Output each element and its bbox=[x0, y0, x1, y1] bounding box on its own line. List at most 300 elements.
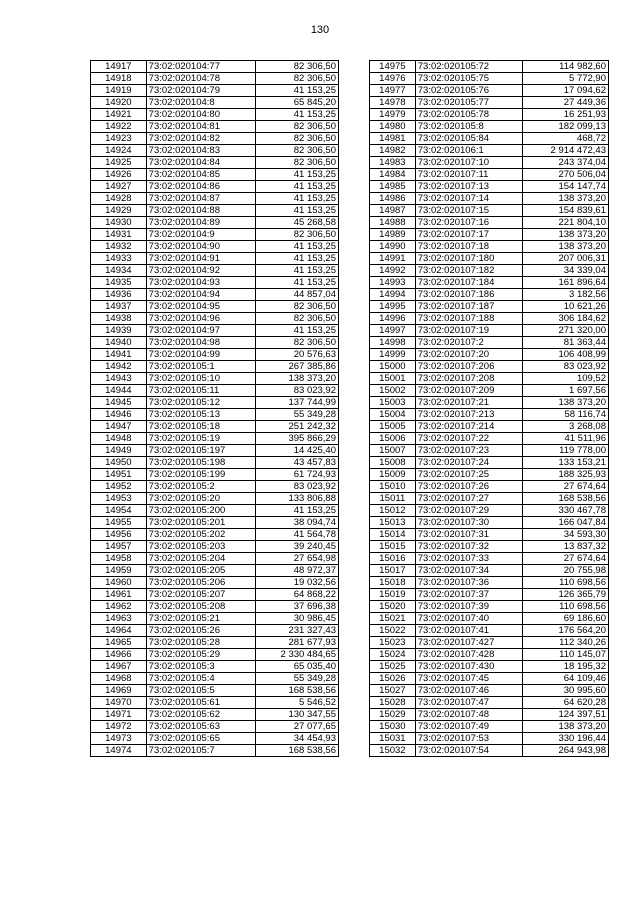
value-cell: 34 339,04 bbox=[523, 265, 609, 277]
row-number-cell: 15025 bbox=[370, 661, 416, 673]
row-number-cell: 14970 bbox=[91, 697, 147, 709]
row-number-cell: 14967 bbox=[91, 661, 147, 673]
row-number-cell: 14988 bbox=[370, 217, 416, 229]
table-row bbox=[91, 121, 339, 133]
value-cell: 55 349,28 bbox=[256, 673, 339, 685]
cadastral-number-cell: 73:02:020105:72 bbox=[415, 61, 523, 73]
row-number-cell: 14942 bbox=[91, 361, 147, 373]
cadastral-number-cell: 73:02:020107:45 bbox=[415, 673, 523, 685]
cadastral-number-cell: 73:02:020104:9 bbox=[146, 229, 256, 241]
cadastral-number-cell: 73:02:020107:53 bbox=[415, 733, 523, 745]
table-row bbox=[91, 697, 339, 709]
cadastral-number-cell: 73:02:020107:188 bbox=[415, 313, 523, 325]
value-cell: 109,52 bbox=[523, 373, 609, 385]
cadastral-number-cell: 73:02:020105:18 bbox=[146, 421, 256, 433]
row-number-cell: 14925 bbox=[91, 157, 147, 169]
cadastral-number-cell: 73:02:020104:98 bbox=[146, 337, 256, 349]
row-number-cell: 15016 bbox=[370, 553, 416, 565]
cadastral-number-cell: 73:02:020105:29 bbox=[146, 649, 256, 661]
cadastral-number-cell: 73:02:020105:63 bbox=[146, 721, 256, 733]
table-row bbox=[370, 433, 609, 445]
table-row bbox=[91, 517, 339, 529]
row-number-cell: 14965 bbox=[91, 637, 147, 649]
value-cell: 65 845,20 bbox=[256, 97, 339, 109]
value-cell: 119 778,00 bbox=[523, 445, 609, 457]
value-cell: 41 153,25 bbox=[256, 277, 339, 289]
row-number-cell: 14987 bbox=[370, 205, 416, 217]
value-cell: 133 153,21 bbox=[523, 457, 609, 469]
value-cell: 16 251,93 bbox=[523, 109, 609, 121]
row-number-cell: 15023 bbox=[370, 637, 416, 649]
table-row bbox=[91, 565, 339, 577]
cadastral-number-cell: 73:02:020105:201 bbox=[146, 517, 256, 529]
cadastral-number-cell: 73:02:020105:4 bbox=[146, 673, 256, 685]
cadastral-number-cell: 73:02:020107:208 bbox=[415, 373, 523, 385]
row-number-cell: 14948 bbox=[91, 433, 147, 445]
cadastral-number-cell: 73:02:020104:90 bbox=[146, 241, 256, 253]
row-number-cell: 15011 bbox=[370, 493, 416, 505]
table-row bbox=[370, 457, 609, 469]
cadastral-number-cell: 73:02:020107:184 bbox=[415, 277, 523, 289]
value-cell: 207 006,31 bbox=[523, 253, 609, 265]
cadastral-number-cell: 73:02:020104:89 bbox=[146, 217, 256, 229]
table-row bbox=[370, 73, 609, 85]
table-row bbox=[370, 625, 609, 637]
registry-table-right bbox=[369, 60, 609, 757]
cadastral-number-cell: 73:02:020107:17 bbox=[415, 229, 523, 241]
row-number-cell: 14968 bbox=[91, 673, 147, 685]
cadastral-number-cell: 73:02:020105:11 bbox=[146, 385, 256, 397]
table-row bbox=[91, 277, 339, 289]
table-row bbox=[370, 241, 609, 253]
cadastral-number-cell: 73:02:020105:198 bbox=[146, 457, 256, 469]
cadastral-number-cell: 73:02:020105:207 bbox=[146, 589, 256, 601]
cadastral-number-cell: 73:02:020105:21 bbox=[146, 613, 256, 625]
value-cell: 154 839,61 bbox=[523, 205, 609, 217]
row-number-cell: 14937 bbox=[91, 301, 147, 313]
table-row bbox=[370, 601, 609, 613]
cadastral-number-cell: 73:02:020107:21 bbox=[415, 397, 523, 409]
row-number-cell: 14983 bbox=[370, 157, 416, 169]
table-row bbox=[370, 685, 609, 697]
table-row bbox=[370, 589, 609, 601]
row-number-cell: 14932 bbox=[91, 241, 147, 253]
table-row bbox=[370, 277, 609, 289]
value-cell: 39 240,45 bbox=[256, 541, 339, 553]
cadastral-number-cell: 73:02:020107:33 bbox=[415, 553, 523, 565]
value-cell: 30 995,60 bbox=[523, 685, 609, 697]
value-cell: 176 564,20 bbox=[523, 625, 609, 637]
cadastral-number-cell: 73:02:020107:26 bbox=[415, 481, 523, 493]
row-number-cell: 14939 bbox=[91, 325, 147, 337]
row-number-cell: 14920 bbox=[91, 97, 147, 109]
row-number-cell: 15005 bbox=[370, 421, 416, 433]
row-number-cell: 14954 bbox=[91, 505, 147, 517]
value-cell: 14 425,40 bbox=[256, 445, 339, 457]
value-cell: 2 330 484,65 bbox=[256, 649, 339, 661]
value-cell: 82 306,50 bbox=[256, 145, 339, 157]
table-row bbox=[370, 121, 609, 133]
table-row bbox=[91, 373, 339, 385]
cadastral-number-cell: 73:02:020105:203 bbox=[146, 541, 256, 553]
value-cell: 138 373,20 bbox=[523, 229, 609, 241]
row-number-cell: 14975 bbox=[370, 61, 416, 73]
cadastral-number-cell: 73:02:020104:97 bbox=[146, 325, 256, 337]
table-row bbox=[370, 217, 609, 229]
table-row bbox=[91, 253, 339, 265]
value-cell: 41 511,96 bbox=[523, 433, 609, 445]
cadastral-number-cell: 73:02:020105:28 bbox=[146, 637, 256, 649]
cadastral-number-cell: 73:02:020107:22 bbox=[415, 433, 523, 445]
row-number-cell: 14996 bbox=[370, 313, 416, 325]
table-row bbox=[91, 529, 339, 541]
cadastral-number-cell: 73:02:020104:92 bbox=[146, 265, 256, 277]
table-row bbox=[370, 709, 609, 721]
table-row bbox=[370, 745, 609, 757]
row-number-cell: 14944 bbox=[91, 385, 147, 397]
value-cell: 41 153,25 bbox=[256, 265, 339, 277]
cadastral-number-cell: 73:02:020105:2 bbox=[146, 481, 256, 493]
table-row bbox=[370, 469, 609, 481]
table-row bbox=[370, 529, 609, 541]
cadastral-number-cell: 73:02:020107:427 bbox=[415, 637, 523, 649]
table-row bbox=[91, 397, 339, 409]
table-row bbox=[370, 265, 609, 277]
value-cell: 168 538,56 bbox=[256, 745, 339, 757]
table-row bbox=[91, 109, 339, 121]
value-cell: 34 593,30 bbox=[523, 529, 609, 541]
table-row bbox=[370, 193, 609, 205]
cadastral-number-cell: 73:02:020107:54 bbox=[415, 745, 523, 757]
cadastral-number-cell: 73:02:020107:186 bbox=[415, 289, 523, 301]
cadastral-number-cell: 73:02:020105:204 bbox=[146, 553, 256, 565]
cadastral-number-cell: 73:02:020107:10 bbox=[415, 157, 523, 169]
row-number-cell: 14922 bbox=[91, 121, 147, 133]
cadastral-number-cell: 73:02:020104:95 bbox=[146, 301, 256, 313]
table-row bbox=[91, 301, 339, 313]
row-number-cell: 14981 bbox=[370, 133, 416, 145]
table-row bbox=[91, 313, 339, 325]
value-cell: 330 467,78 bbox=[523, 505, 609, 517]
value-cell: 251 242,32 bbox=[256, 421, 339, 433]
value-cell: 27 674,64 bbox=[523, 553, 609, 565]
table-row bbox=[91, 289, 339, 301]
row-number-cell: 15029 bbox=[370, 709, 416, 721]
value-cell: 82 306,50 bbox=[256, 61, 339, 73]
row-number-cell: 14951 bbox=[91, 469, 147, 481]
table-row bbox=[370, 373, 609, 385]
table-row bbox=[370, 253, 609, 265]
row-number-cell: 14936 bbox=[91, 289, 147, 301]
row-number-cell: 14955 bbox=[91, 517, 147, 529]
row-number-cell: 14978 bbox=[370, 97, 416, 109]
cadastral-number-cell: 73:02:020105:65 bbox=[146, 733, 256, 745]
cadastral-number-cell: 73:02:020105:202 bbox=[146, 529, 256, 541]
cadastral-number-cell: 73:02:020107:36 bbox=[415, 577, 523, 589]
value-cell: 82 306,50 bbox=[256, 73, 339, 85]
row-number-cell: 15028 bbox=[370, 697, 416, 709]
value-cell: 2 914 472,43 bbox=[523, 145, 609, 157]
row-number-cell: 14933 bbox=[91, 253, 147, 265]
cadastral-number-cell: 73:02:020107:14 bbox=[415, 193, 523, 205]
cadastral-number-cell: 73:02:020107:32 bbox=[415, 541, 523, 553]
value-cell: 110 698,56 bbox=[523, 577, 609, 589]
value-cell: 5 546,52 bbox=[256, 697, 339, 709]
table-row bbox=[91, 265, 339, 277]
table-row bbox=[370, 613, 609, 625]
value-cell: 41 153,25 bbox=[256, 241, 339, 253]
table-row bbox=[370, 637, 609, 649]
row-number-cell: 14952 bbox=[91, 481, 147, 493]
row-number-cell: 14999 bbox=[370, 349, 416, 361]
row-number-cell: 14961 bbox=[91, 589, 147, 601]
cadastral-number-cell: 73:02:020105:20 bbox=[146, 493, 256, 505]
value-cell: 41 153,25 bbox=[256, 205, 339, 217]
row-number-cell: 15009 bbox=[370, 469, 416, 481]
cadastral-number-cell: 73:02:020105:208 bbox=[146, 601, 256, 613]
value-cell: 161 896,64 bbox=[523, 277, 609, 289]
cadastral-number-cell: 73:02:020105:206 bbox=[146, 577, 256, 589]
value-cell: 138 373,20 bbox=[523, 397, 609, 409]
cadastral-number-cell: 73:02:020106:1 bbox=[415, 145, 523, 157]
table-row bbox=[91, 709, 339, 721]
table-row bbox=[91, 721, 339, 733]
row-number-cell: 15007 bbox=[370, 445, 416, 457]
table-row bbox=[370, 541, 609, 553]
cadastral-number-cell: 73:02:020105:8 bbox=[415, 121, 523, 133]
table-row bbox=[370, 349, 609, 361]
cadastral-number-cell: 73:02:020107:37 bbox=[415, 589, 523, 601]
cadastral-number-cell: 73:02:020107:19 bbox=[415, 325, 523, 337]
row-number-cell: 14927 bbox=[91, 181, 147, 193]
row-number-cell: 14938 bbox=[91, 313, 147, 325]
table-row bbox=[370, 721, 609, 733]
table-row bbox=[91, 181, 339, 193]
cadastral-number-cell: 73:02:020105:7 bbox=[146, 745, 256, 757]
cadastral-number-cell: 73:02:020107:20 bbox=[415, 349, 523, 361]
table-row bbox=[370, 649, 609, 661]
value-cell: 41 153,25 bbox=[256, 181, 339, 193]
cadastral-number-cell: 73:02:020105:77 bbox=[415, 97, 523, 109]
value-cell: 138 373,20 bbox=[523, 193, 609, 205]
table-row bbox=[91, 541, 339, 553]
row-number-cell: 15012 bbox=[370, 505, 416, 517]
cadastral-number-cell: 73:02:020104:80 bbox=[146, 109, 256, 121]
value-cell: 271 320,00 bbox=[523, 325, 609, 337]
table-row bbox=[91, 649, 339, 661]
value-cell: 58 116,74 bbox=[523, 409, 609, 421]
cadastral-number-cell: 73:02:020105:3 bbox=[146, 661, 256, 673]
row-number-cell: 15015 bbox=[370, 541, 416, 553]
row-number-cell: 14950 bbox=[91, 457, 147, 469]
value-cell: 3 268,08 bbox=[523, 421, 609, 433]
value-cell: 13 837,32 bbox=[523, 541, 609, 553]
row-number-cell: 14974 bbox=[91, 745, 147, 757]
value-cell: 182 099,13 bbox=[523, 121, 609, 133]
table-row bbox=[91, 589, 339, 601]
value-cell: 110 145,07 bbox=[523, 649, 609, 661]
row-number-cell: 14918 bbox=[91, 73, 147, 85]
value-cell: 270 506,04 bbox=[523, 169, 609, 181]
row-number-cell: 15024 bbox=[370, 649, 416, 661]
row-number-cell: 14945 bbox=[91, 397, 147, 409]
row-number-cell: 15003 bbox=[370, 397, 416, 409]
value-cell: 20 755,98 bbox=[523, 565, 609, 577]
value-cell: 30 986,45 bbox=[256, 613, 339, 625]
table-row bbox=[370, 481, 609, 493]
value-cell: 81 363,44 bbox=[523, 337, 609, 349]
row-number-cell: 14980 bbox=[370, 121, 416, 133]
table-row bbox=[91, 217, 339, 229]
table-row bbox=[91, 733, 339, 745]
table-row bbox=[91, 421, 339, 433]
table-row bbox=[91, 385, 339, 397]
cadastral-number-cell: 73:02:020104:93 bbox=[146, 277, 256, 289]
table-row bbox=[91, 577, 339, 589]
table-row bbox=[91, 601, 339, 613]
table-row bbox=[91, 493, 339, 505]
row-number-cell: 14941 bbox=[91, 349, 147, 361]
row-number-cell: 15019 bbox=[370, 589, 416, 601]
row-number-cell: 15013 bbox=[370, 517, 416, 529]
table-row bbox=[91, 73, 339, 85]
row-number-cell: 14982 bbox=[370, 145, 416, 157]
value-cell: 264 943,98 bbox=[523, 745, 609, 757]
value-cell: 1 697,56 bbox=[523, 385, 609, 397]
value-cell: 82 306,50 bbox=[256, 157, 339, 169]
cadastral-number-cell: 73:02:020105:26 bbox=[146, 625, 256, 637]
cadastral-number-cell: 73:02:020105:12 bbox=[146, 397, 256, 409]
row-number-cell: 15018 bbox=[370, 577, 416, 589]
table-row bbox=[370, 301, 609, 313]
table-row bbox=[370, 361, 609, 373]
row-number-cell: 14935 bbox=[91, 277, 147, 289]
value-cell: 41 153,25 bbox=[256, 193, 339, 205]
table-row bbox=[91, 745, 339, 757]
row-number-cell: 14917 bbox=[91, 61, 147, 73]
table-row bbox=[370, 229, 609, 241]
table-row bbox=[91, 445, 339, 457]
row-number-cell: 15022 bbox=[370, 625, 416, 637]
table-row bbox=[91, 505, 339, 517]
cadastral-number-cell: 73:02:020107:11 bbox=[415, 169, 523, 181]
row-number-cell: 14973 bbox=[91, 733, 147, 745]
table-row bbox=[370, 289, 609, 301]
row-number-cell: 15001 bbox=[370, 373, 416, 385]
cadastral-number-cell: 73:02:020107:40 bbox=[415, 613, 523, 625]
row-number-cell: 15030 bbox=[370, 721, 416, 733]
cadastral-number-cell: 73:02:020107:180 bbox=[415, 253, 523, 265]
cadastral-number-cell: 73:02:020105:10 bbox=[146, 373, 256, 385]
cadastral-number-cell: 73:02:020107:31 bbox=[415, 529, 523, 541]
value-cell: 41 153,25 bbox=[256, 253, 339, 265]
value-cell: 267 385,86 bbox=[256, 361, 339, 373]
cadastral-number-cell: 73:02:020107:39 bbox=[415, 601, 523, 613]
cadastral-number-cell: 73:02:020104:91 bbox=[146, 253, 256, 265]
row-number-cell: 15004 bbox=[370, 409, 416, 421]
value-cell: 126 365,79 bbox=[523, 589, 609, 601]
value-cell: 27 654,98 bbox=[256, 553, 339, 565]
table-row bbox=[91, 193, 339, 205]
value-cell: 330 196,44 bbox=[523, 733, 609, 745]
value-cell: 65 035,40 bbox=[256, 661, 339, 673]
value-cell: 138 373,20 bbox=[523, 721, 609, 733]
row-number-cell: 15026 bbox=[370, 673, 416, 685]
row-number-cell: 14957 bbox=[91, 541, 147, 553]
cadastral-number-cell: 73:02:020107:430 bbox=[415, 661, 523, 673]
table-row bbox=[370, 133, 609, 145]
row-number-cell: 14991 bbox=[370, 253, 416, 265]
value-cell: 106 408,99 bbox=[523, 349, 609, 361]
table-row bbox=[370, 205, 609, 217]
value-cell: 10 621,26 bbox=[523, 301, 609, 313]
cadastral-number-cell: 73:02:020104:87 bbox=[146, 193, 256, 205]
value-cell: 41 153,25 bbox=[256, 109, 339, 121]
value-cell: 48 972,37 bbox=[256, 565, 339, 577]
value-cell: 137 744,99 bbox=[256, 397, 339, 409]
row-number-cell: 15006 bbox=[370, 433, 416, 445]
value-cell: 154 147,74 bbox=[523, 181, 609, 193]
cadastral-number-cell: 73:02:020107:209 bbox=[415, 385, 523, 397]
table-row bbox=[370, 337, 609, 349]
cadastral-number-cell: 73:02:020107:41 bbox=[415, 625, 523, 637]
table-row bbox=[91, 85, 339, 97]
table-row bbox=[370, 553, 609, 565]
table-row bbox=[370, 157, 609, 169]
table-row bbox=[370, 673, 609, 685]
row-number-cell: 14959 bbox=[91, 565, 147, 577]
cadastral-number-cell: 73:02:020107:428 bbox=[415, 649, 523, 661]
cadastral-number-cell: 73:02:020104:81 bbox=[146, 121, 256, 133]
row-number-cell: 14971 bbox=[91, 709, 147, 721]
table-row bbox=[370, 517, 609, 529]
table-row bbox=[91, 409, 339, 421]
row-number-cell: 14969 bbox=[91, 685, 147, 697]
value-cell: 64 109,46 bbox=[523, 673, 609, 685]
cadastral-number-cell: 73:02:020105:19 bbox=[146, 433, 256, 445]
row-number-cell: 14989 bbox=[370, 229, 416, 241]
cadastral-number-cell: 73:02:020105:5 bbox=[146, 685, 256, 697]
cadastral-number-cell: 73:02:020107:46 bbox=[415, 685, 523, 697]
value-cell: 64 868,22 bbox=[256, 589, 339, 601]
cadastral-number-cell: 73:02:020105:75 bbox=[415, 73, 523, 85]
table-row bbox=[370, 505, 609, 517]
value-cell: 83 023,92 bbox=[256, 481, 339, 493]
row-number-cell: 14934 bbox=[91, 265, 147, 277]
row-number-cell: 14926 bbox=[91, 169, 147, 181]
table-row bbox=[91, 433, 339, 445]
row-number-cell: 14960 bbox=[91, 577, 147, 589]
cadastral-number-cell: 73:02:020104:77 bbox=[146, 61, 256, 73]
table-row bbox=[370, 565, 609, 577]
table-row bbox=[91, 349, 339, 361]
row-number-cell: 14992 bbox=[370, 265, 416, 277]
table-row bbox=[91, 229, 339, 241]
value-cell: 34 454,93 bbox=[256, 733, 339, 745]
table-row bbox=[370, 421, 609, 433]
cadastral-number-cell: 73:02:020105:76 bbox=[415, 85, 523, 97]
value-cell: 41 153,25 bbox=[256, 85, 339, 97]
cadastral-number-cell: 73:02:020105:61 bbox=[146, 697, 256, 709]
row-number-cell: 14946 bbox=[91, 409, 147, 421]
value-cell: 44 857,04 bbox=[256, 289, 339, 301]
table-row bbox=[91, 481, 339, 493]
value-cell: 18 195,32 bbox=[523, 661, 609, 673]
row-number-cell: 15014 bbox=[370, 529, 416, 541]
table-row bbox=[370, 97, 609, 109]
row-number-cell: 14990 bbox=[370, 241, 416, 253]
row-number-cell: 14993 bbox=[370, 277, 416, 289]
